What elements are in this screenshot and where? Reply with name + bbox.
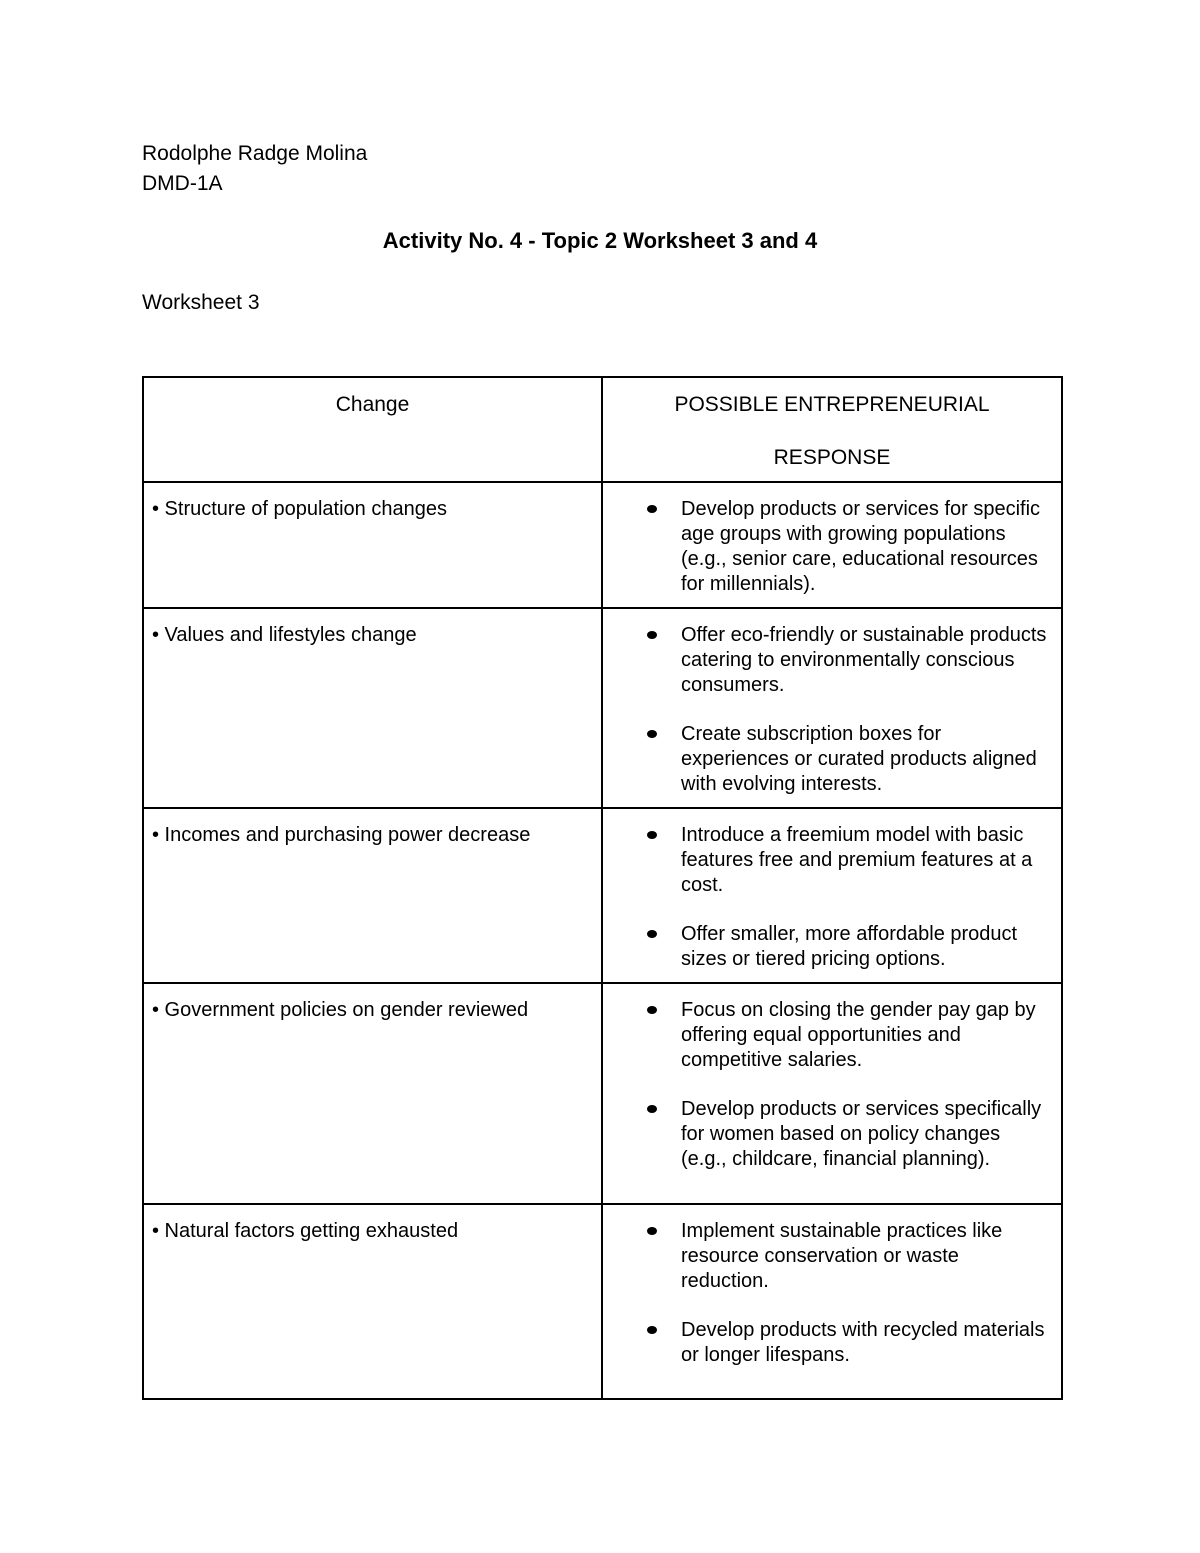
- response-text: Develop products or services specifically for women based on policy changes (e.g., childcare, financial planning).: [681, 1098, 1042, 1170]
- response-item: [603, 497, 1051, 597]
- response-item: [603, 1219, 1051, 1294]
- response-cell: [602, 1204, 1062, 1399]
- bullet-icon: [603, 1097, 681, 1172]
- response-item: [603, 1318, 1051, 1368]
- column-header-change-text: Change: [335, 393, 410, 416]
- response-text: Implement sustainable practices like resource conservation or waste reduction.: [681, 1220, 1003, 1292]
- response-text: Offer smaller, more affordable product sizes or tiered pricing options.: [681, 923, 1018, 970]
- change-cell: • Structure of population changes: [143, 482, 602, 608]
- response-text: Introduce a freemium model with basic features free and premium features at a cost.: [681, 824, 1033, 896]
- response-item: [603, 722, 1051, 797]
- response-text: Develop products with recycled materials or longer lifespans.: [681, 1319, 1045, 1366]
- response-cell: [602, 983, 1062, 1204]
- response-text: Focus on closing the gender pay gap by offering equal opportunities and competitive salaries.: [681, 999, 1036, 1071]
- response-item: [603, 623, 1051, 698]
- table-row: [143, 1204, 1062, 1399]
- table-row: [143, 482, 1062, 608]
- bullet-icon: [603, 998, 681, 1073]
- bullet-icon: [603, 623, 681, 698]
- change-cell: • Incomes and purchasing power decrease: [143, 808, 602, 983]
- table-row: [143, 983, 1062, 1204]
- response-text: Develop products or services for specific age groups with growing populations (e.g., senior care, educational resources for millennials).: [681, 498, 1041, 595]
- student-name: Rodolphe Radge Molina: [142, 142, 368, 165]
- response-text: Offer eco-friendly or sustainable products catering to environmentally conscious consumers.: [681, 624, 1047, 696]
- table-row: [143, 808, 1062, 983]
- bullet-icon: [603, 1318, 681, 1368]
- page-title: Activity No. 4 - Topic 2 Worksheet 3 and 4: [382, 228, 818, 253]
- column-header-response-line2: RESPONSE: [773, 446, 891, 469]
- column-header-response-line1: POSSIBLE ENTREPRENEURIAL: [674, 393, 990, 416]
- response-cell: [602, 808, 1062, 983]
- response-text: Create subscription boxes for experiences or curated products aligned with evolving interests.: [681, 723, 1037, 795]
- section-label: DMD-1A: [142, 172, 223, 195]
- response-cell: [602, 608, 1062, 808]
- change-cell: • Natural factors getting exhausted: [143, 1204, 602, 1399]
- table-header-row: [143, 377, 1062, 482]
- response-item: [603, 998, 1051, 1073]
- worksheet-label: Worksheet 3: [142, 291, 260, 314]
- bullet-icon: [603, 1219, 681, 1294]
- worksheet-table: [142, 376, 1063, 1400]
- change-cell: • Government policies on gender reviewed: [143, 983, 602, 1204]
- column-header-response: [602, 377, 1062, 482]
- response-item: [603, 1097, 1051, 1172]
- bullet-icon: [603, 722, 681, 797]
- response-item: [603, 823, 1051, 898]
- bullet-icon: [603, 497, 681, 597]
- response-cell: [602, 482, 1062, 608]
- response-item: [603, 922, 1051, 972]
- bullet-icon: [603, 922, 681, 972]
- bullet-icon: [603, 823, 681, 898]
- table-row: [143, 608, 1062, 808]
- change-cell: • Values and lifestyles change: [143, 608, 602, 808]
- column-header-change: [143, 377, 602, 482]
